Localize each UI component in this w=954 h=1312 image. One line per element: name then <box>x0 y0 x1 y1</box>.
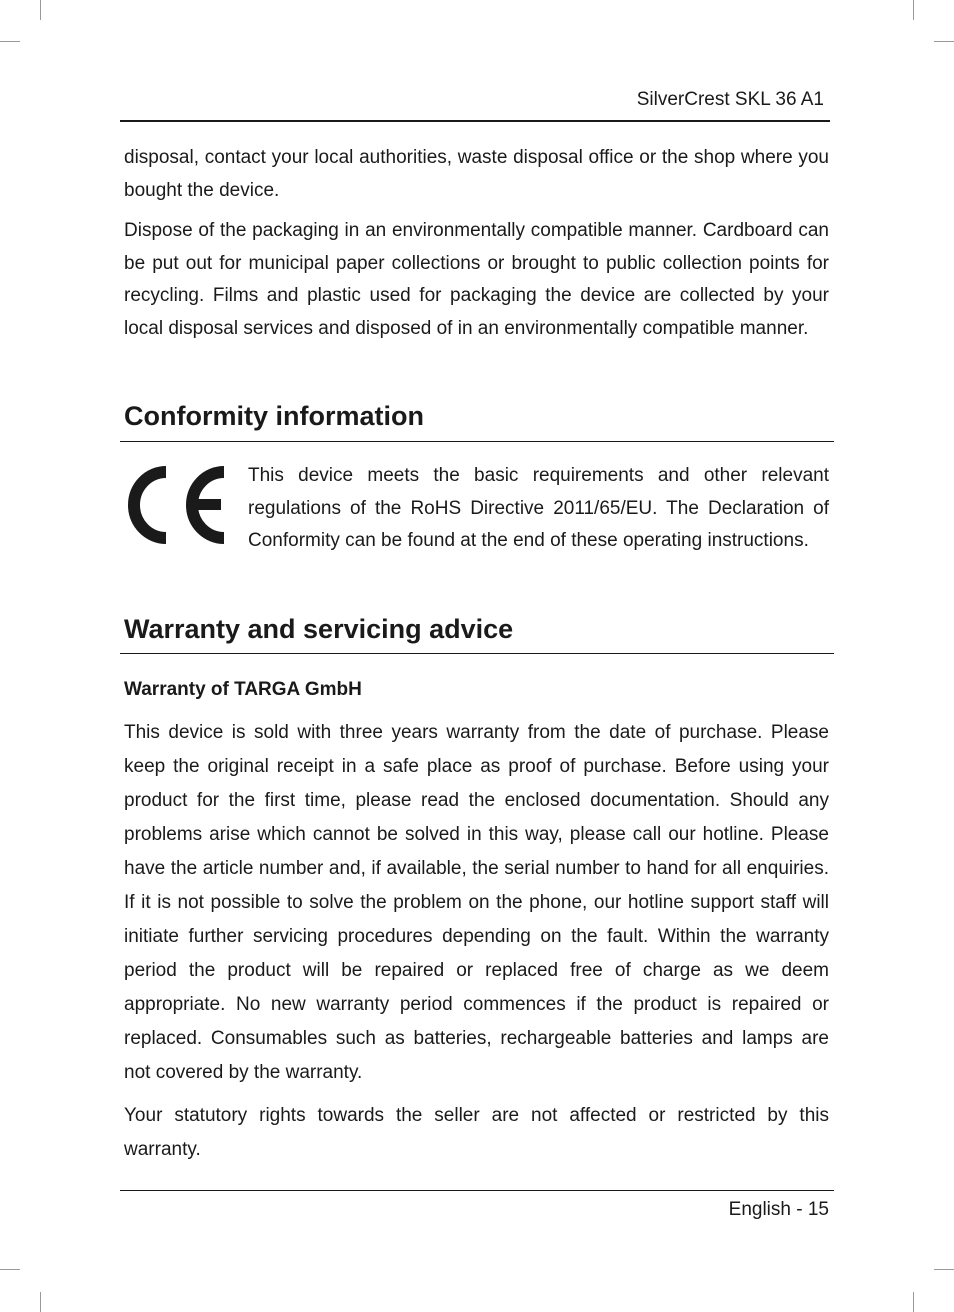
conformity-text: This device meets the basic requirements and other relevant regulations of the RoHS Directive 2011/65/EU. The Declaration of Conformity can be found at the end of these operating instructions. <box>248 465 829 552</box>
crop-mark <box>934 1269 954 1270</box>
crop-mark <box>0 41 20 42</box>
intro-paragraph-2: Dispose of the packaging in an environmentally compatible manner. Cardboard can be put out for municipal paper collections or brought to public collection points for recycling. Films and plastic used for packaging the device are collected by your local disposal services and disposed of in an environmentally compatible manner. <box>124 220 829 339</box>
section-rule <box>120 653 834 654</box>
crop-mark <box>913 1292 914 1312</box>
crop-mark <box>913 0 914 20</box>
crop-mark <box>934 41 954 42</box>
conformity-block <box>124 460 829 558</box>
crop-mark <box>0 1269 20 1270</box>
footer-rule <box>120 1190 834 1191</box>
warranty-paragraph-1: This device is sold with three years warranty from the date of purchase. Please keep the original receipt in a safe place as proof of purchase. Before using your product for the first time, please read the enclosed documentation. Should any problems arise which cannot be solved in this way, please call our hotline. Please have the article number and, if available, the serial number to hand for all enquiries. If it is not possible to solve the problem on the phone, our hotline support staff will initiate further servicing procedures depending on the fault. Within the warranty period the product will be repaired or replaced free of charge as we deem appropriate. No new warranty period commences if the product is repaired or replaced. Consumables such as batteries, rechargeable batteries and lamps are not covered by the warranty. <box>124 722 829 1083</box>
page-number: English - 15 <box>728 1199 829 1220</box>
ce-mark-icon <box>124 464 232 546</box>
crop-mark <box>40 0 41 20</box>
warranty-heading: Warranty and servicing advice <box>124 614 514 644</box>
warranty-subheading: Warranty of TARGA GmbH <box>124 679 362 700</box>
running-header: SilverCrest SKL 36 A1 <box>636 89 824 110</box>
intro-paragraph-1: disposal, contact your local authorities, waste disposal office or the shop where you bought the device. <box>124 147 829 201</box>
header-rule <box>120 120 830 122</box>
warranty-paragraph-2: Your statutory rights towards the seller are not affected or restricted by this warranty. <box>124 1105 829 1160</box>
crop-mark <box>40 1292 41 1312</box>
conformity-heading: Conformity information <box>124 401 424 431</box>
section-rule <box>120 441 834 442</box>
